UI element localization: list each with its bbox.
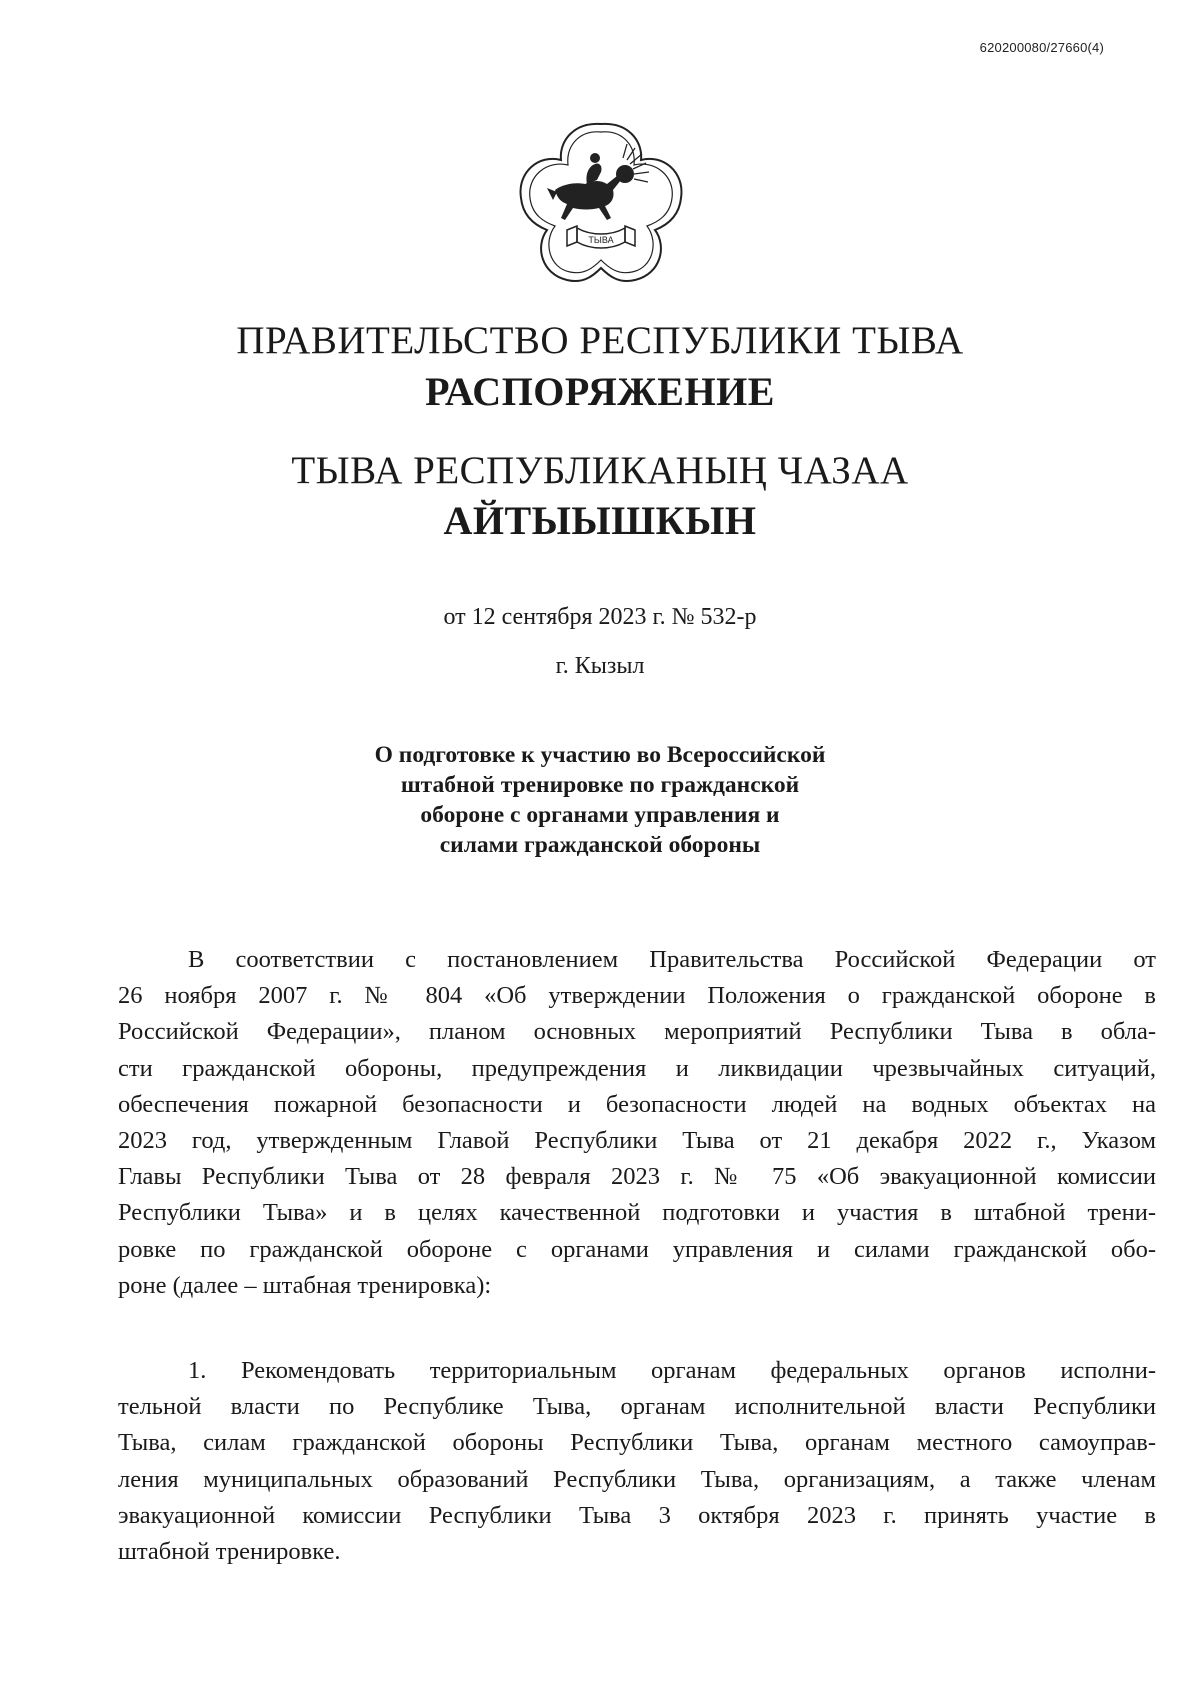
decree-date-number: от 12 сентября 2023 г. № 532-р [443,604,757,630]
text-line: сти гражданской обороны, предупреждения и ликвидации чрезвычайных ситуаций, [118,1054,1156,1082]
subject-line: силами гражданской обороны [439,832,761,858]
text-line: 1. Рекомендовать территориальным органам федеральных органов исполни- [188,1357,1156,1384]
text-line: эвакуационной комиссии Республики Тыва 3 октября 2023 г. принять участие в [118,1501,1156,1529]
decree-title-tyvan: АЙТЫЫШКЫН [443,498,757,543]
decree-city: г. Кызыл [555,653,645,679]
text-line: роне (далее – штабная тренировка): [118,1271,492,1299]
text-line: Главы Республики Тыва от 28 февраля 2023 г. № 75 «Об эвакуационной комиссии [118,1163,1156,1191]
decree-subject [0,740,1200,860]
text-line: обеспечения пожарной безопасности и безопасности людей на водных объектах на [118,1090,1156,1118]
text-line: ления муниципальных образований Республики Тыва, организациям, а также членам [118,1465,1156,1493]
preamble-paragraph [118,942,1156,1304]
government-title-russian: ПРАВИТЕЛЬСТВО РЕСПУБЛИКИ ТЫВА [236,319,964,362]
document-registration-number: 620200080/27660(4) [979,40,1104,55]
text-line: Республики Тыва» и в целях качественной подготовки и участия в штабной трени- [118,1199,1156,1227]
tyva-coat-of-arms-emblem [515,118,687,286]
government-title-tyvan: ТЫВА РЕСПУБЛИКАНЫҢ ЧАЗАА [291,449,909,492]
subject-line: О подготовке к участию во Всероссийской [374,742,826,768]
text-line: Российской Федерации», планом основных мероприятий Республики Тыва в обла- [118,1018,1156,1046]
emblem-ribbon-text: ТЫВА [588,235,614,245]
text-line: штабной тренировке. [118,1538,341,1566]
text-line: Тыва, силам гражданской обороны Республики Тыва, органам местного самоуправ- [118,1429,1156,1457]
text-line: ровке по гражданской обороне с органами управления и силами гражданской обо- [118,1235,1156,1263]
subject-line: обороне с органами управления и [420,802,780,828]
text-line: тельной власти по Республике Тыва, органам исполнительной власти Республики [118,1393,1156,1421]
subject-line: штабной тренировке по гражданской [400,772,800,798]
text-line: 2023 год, утвержденным Главой Республики Тыва от 21 декабря 2022 г., Указом [118,1127,1156,1155]
decree-title-russian: РАСПОРЯЖЕНИЕ [425,369,775,414]
text-line: В соответствии с постановлением Правительства Российской Федерации от [188,946,1156,973]
item-1-paragraph [118,1353,1156,1570]
text-line: 26 ноября 2007 г. № 804 «Об утверждении Положения о гражданской обороне в [118,982,1156,1010]
